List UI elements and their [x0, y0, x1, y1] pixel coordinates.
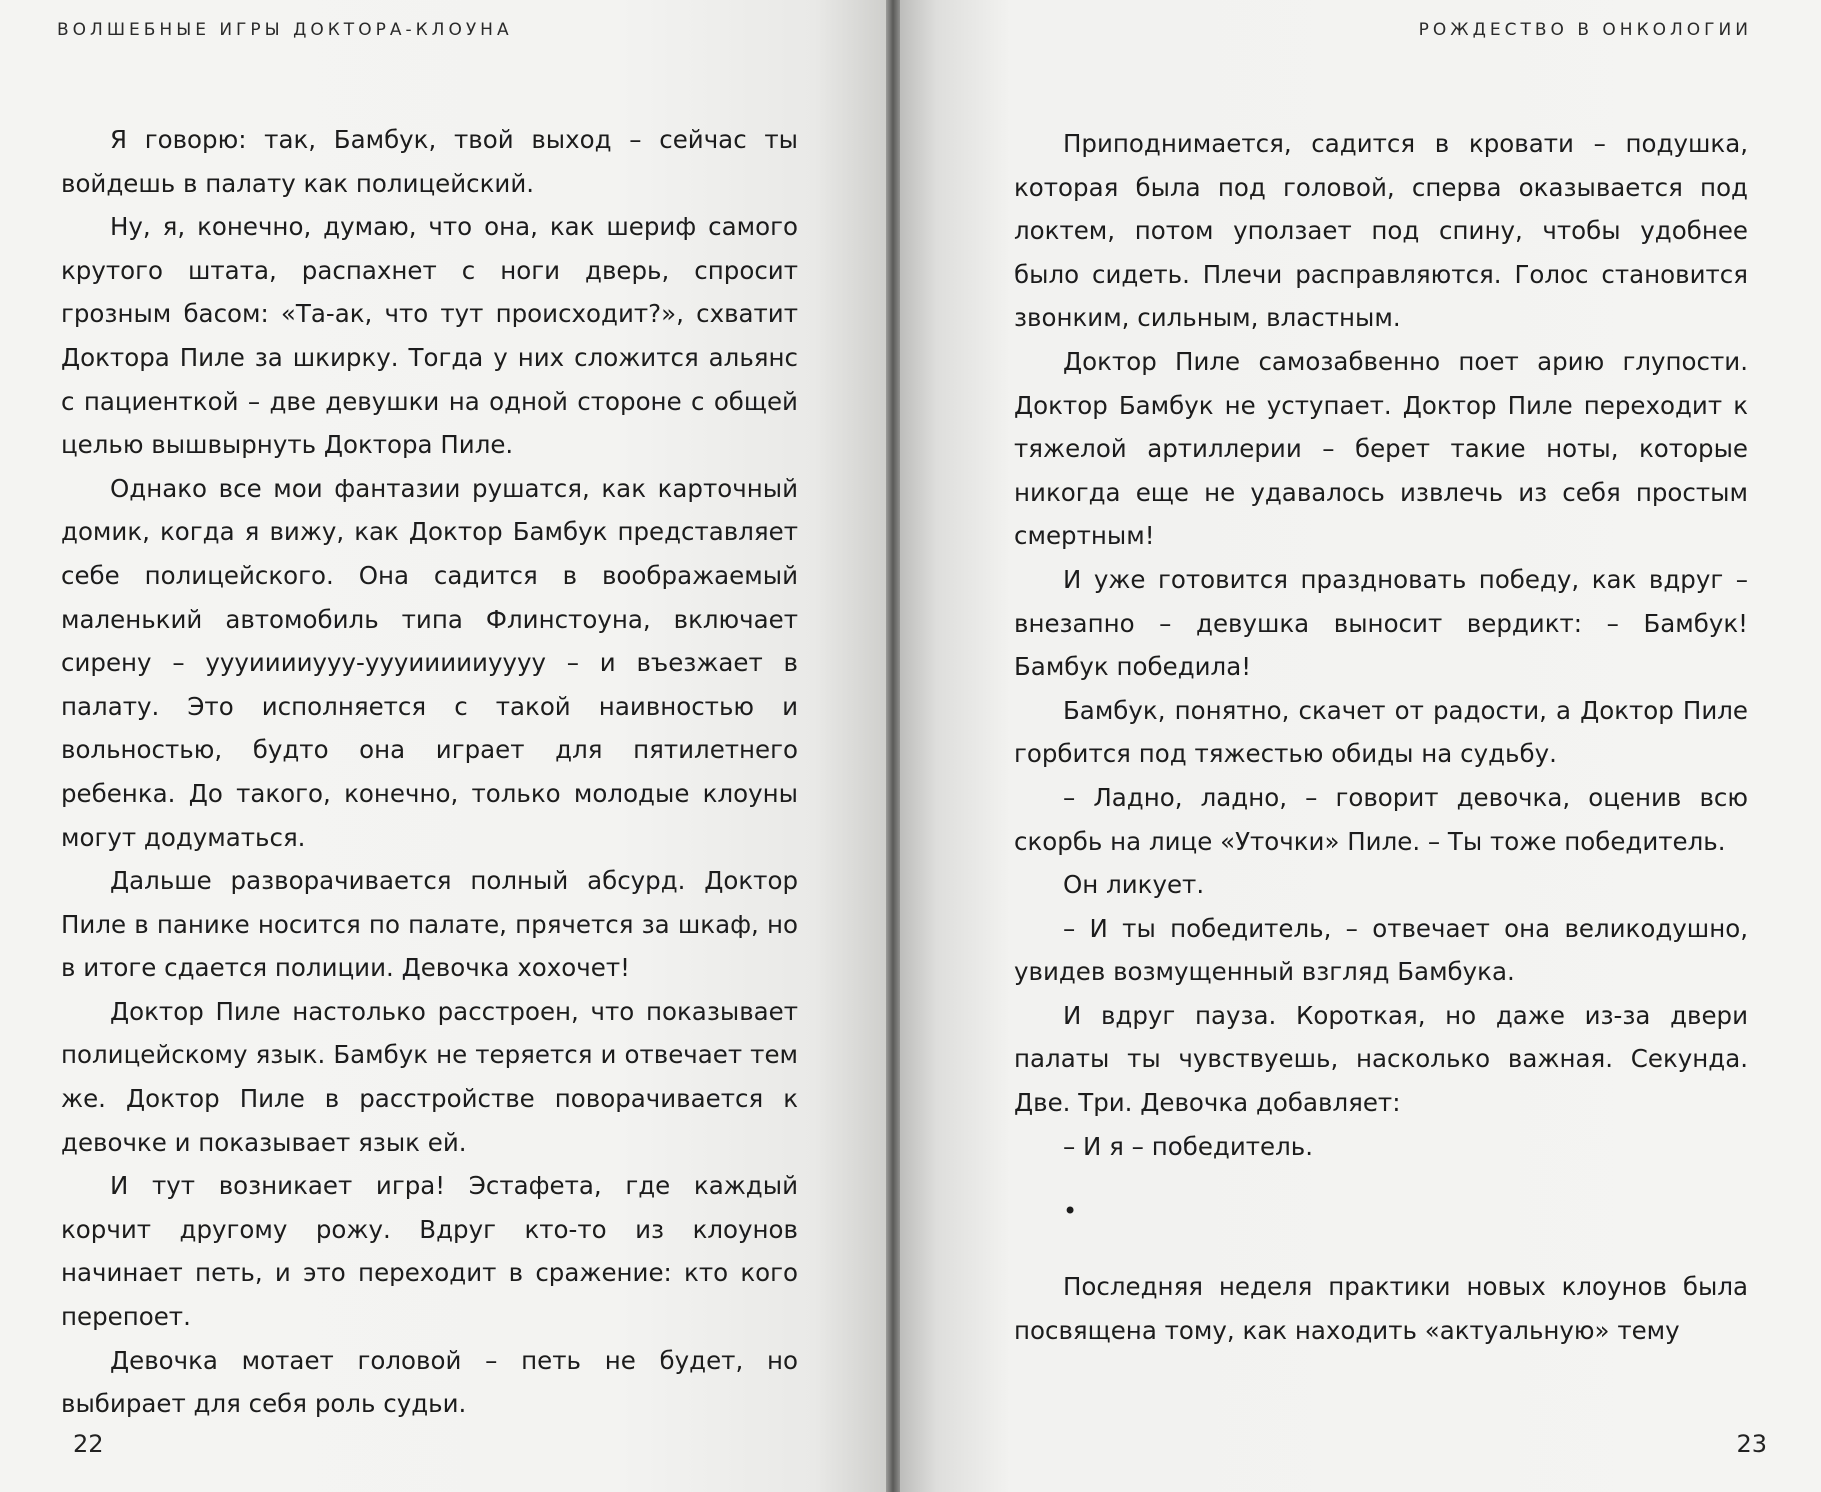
paragraph: Бамбук, понятно, скачет от радости, а Доктор Пиле горбится под тяжестью обиды на судьбу.: [1014, 695, 1748, 769]
paragraph: Однако все мои фантазии рушатся, как карточный домик, когда я вижу, как Доктор Бамбук представляет себе полицейского. Она садится в воображаемый маленький автомобиль типа Флинстоуна, включает сирену – уууииииууу-уууиииииуууу – и въезжает в палату. Это исполняется с такой наивностью и вольностью, будто она играет для пятилетнего ребенка. До такого, конечно, только молодые клоуны могут додуматься.: [61, 473, 798, 852]
paragraph: Доктор Пиле самозабвенно поет арию глупости. Доктор Бамбук не уступает. Доктор Пиле переходит к тяжелой артиллерии – берет такие ноты, которые никогда еще не удавалось извлечь из себя простым смертным!: [1014, 346, 1748, 551]
paragraph: Доктор Пиле настолько расстроен, что показывает полицейскому язык. Бамбук не теряется и отвечает тем же. Доктор Пиле в расстройстве поворачивается к девочке и показывает язык ей.: [61, 996, 798, 1157]
separator-spacer: [1014, 1255, 1748, 1265]
page-number-left: 22: [73, 1430, 104, 1458]
right-page: [900, 0, 1821, 1492]
book-gutter: [886, 0, 900, 1492]
running-head-right: РОЖДЕСТВО В ОНКОЛОГИИ: [1418, 20, 1752, 40]
paragraph: Ну, я, конечно, думаю, что она, как шериф самого крутого штата, распахнет с ноги дверь, спросит грозным басом: «Та-ак, что тут происходит?», схватит Доктора Пиле за шкирку. Тогда у них сложится альянс с пациенткой – две девушки на одной стороне с общей целью вышвырнуть Доктора Пиле.: [61, 212, 798, 460]
paragraph: Девочка мотает головой – петь не будет, но выбирает для себя роль судьи.: [61, 1345, 798, 1419]
paragraph: – И ты победитель, – отвечает она великодушно, увидев возмущенный взгляд Бамбука.: [1014, 913, 1748, 987]
page-number-right: 23: [1736, 1430, 1767, 1458]
paragraph: Дальше разворачивается полный абсурд. Доктор Пиле в панике носится по палате, прячется за шкаф, но в итоге сдается полиции. Девочка хохочет!: [61, 866, 798, 983]
section-separator: •: [1063, 1197, 1078, 1226]
left-page-text: [61, 118, 798, 1426]
paragraph: – Ладно, ладно, – говорит девочка, оценив всю скорбь на лице «Уточки» Пиле. – Ты тоже победитель.: [1014, 782, 1748, 856]
paragraph: Он ликует.: [1063, 870, 1205, 900]
paragraph: – И я – победитель.: [1063, 1131, 1314, 1161]
paragraph: Последняя неделя практики новых клоунов была посвящена тому, как находить «актуальную» тему: [1014, 1272, 1748, 1345]
paragraph: Приподнимается, садится в кровати – подушка, которая была под головой, сперва оказывается под локтем, потом уползает под спину, чтобы удобнее было сидеть. Плечи расправляются. Голос становится звонким, сильным, властным.: [1014, 129, 1748, 333]
running-head-left: ВОЛШЕБНЫЕ ИГРЫ ДОКТОРА-КЛОУНА: [57, 20, 513, 40]
paragraph: Я говорю: так, Бамбук, твой выход – сейчас ты войдешь в палату как полицейский.: [61, 125, 798, 198]
paragraph: И уже готовится праздновать победу, как вдруг – внезапно – девушка выносит вердикт: – Бамбук! Бамбук победила!: [1014, 564, 1748, 682]
paragraph: И тут возникает игра! Эстафета, где каждый корчит другому рожу. Вдруг кто-то из клоунов начинает петь, и это переходит в сражение: кто кого перепоет.: [61, 1171, 798, 1332]
right-page-text: [1014, 122, 1748, 1352]
left-page: [0, 0, 886, 1492]
paragraph: И вдруг пауза. Короткая, но даже из-за двери палаты ты чувствуешь, насколько важная. Секунда. Две. Три. Девочка добавляет:: [1014, 1000, 1748, 1118]
